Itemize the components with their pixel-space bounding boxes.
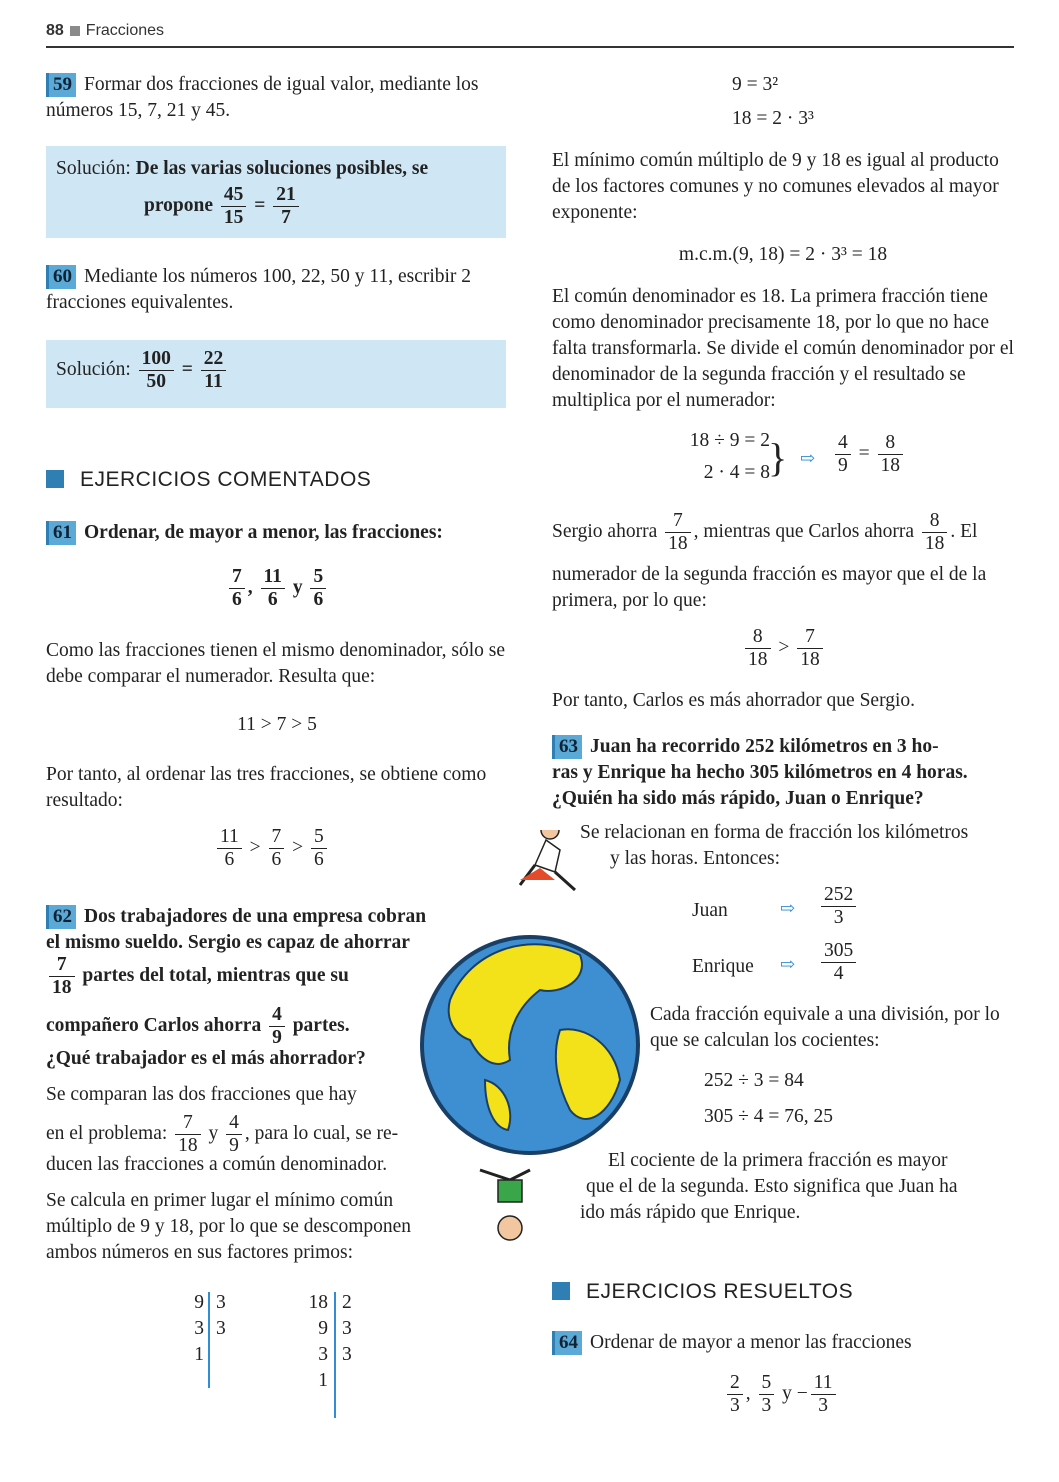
- solution-box-60: [46, 340, 506, 408]
- page-header: [46, 22, 164, 40]
- greater-than: >: [292, 836, 304, 858]
- division-2: 305 ÷ 4 = 76, 25: [704, 1106, 833, 1127]
- runner-figure-inverted: [480, 1170, 530, 1240]
- exercise-62-title: 62 Dos trabajadores de una empresa cobran el mismo sueldo. Sergio es capaz de ahorrar: [46, 906, 427, 953]
- section-square-icon: [552, 1282, 570, 1300]
- ordered-fractions: [214, 826, 330, 871]
- fraction: $\frac{45}{15}$: [221, 184, 247, 229]
- paragraph: y las horas. Entonces:: [610, 848, 781, 869]
- fraction: $\frac{4}{9}$: [269, 1004, 285, 1049]
- inequality: 11 > 7 > 5: [237, 714, 317, 735]
- header-square-icon: [70, 26, 80, 36]
- exercise-number: 64: [552, 1331, 582, 1355]
- solution-propone: propone: [144, 194, 213, 216]
- mcm-formula: m.c.m.(9, 18) = 2 · 3³ = 18: [678, 244, 888, 265]
- exercise-number: 61: [46, 521, 76, 545]
- greater-than: >: [249, 836, 261, 858]
- dec-left-col: 18 9 3 1: [308, 1292, 328, 1391]
- label-juan: Juan: [692, 900, 728, 921]
- arrow-right-icon: ⇨: [780, 954, 796, 974]
- exercise-statement: Mediante los números 100, 22, 50 y 11, escribir 2 fracciones equivalentes.: [46, 266, 472, 313]
- fraction: $\frac{252}{3}$: [821, 884, 856, 929]
- fraction: $\frac{11}{3}$: [811, 1372, 836, 1417]
- paragraph: Se relacionan en forma de fracción los kilómetros: [580, 822, 969, 843]
- paragraph: Cada fracción equivale a una división, por lo que se calculan los cocientes:: [650, 1004, 1000, 1051]
- fraction: $\frac{4}{9}$: [226, 1112, 242, 1157]
- solution-line: [56, 156, 498, 182]
- solution-fractions: [144, 184, 302, 229]
- exercise-62-question: ¿Qué trabajador es el más ahorrador?: [46, 1048, 366, 1069]
- paragraph: El común denominador es 18. La primera fracción tiene como denominador precisamente 18, por lo que no hace falta transformarla. Se divide el común denominador por el denominador de la segunda fracción y el resultado se multiplica por el numerador:: [552, 286, 1014, 411]
- paragraph-with-fractions: en el problema: $\frac{7}{18}$ y $\frac{4}{9}$ , para lo cual, se re-: [46, 1112, 399, 1156]
- solution-label: Solución:: [56, 158, 131, 179]
- dec-right-col: 3 3: [216, 1292, 226, 1339]
- exercise-number: 62: [46, 905, 76, 929]
- paragraph: Como las fracciones tienen el mismo denominador, sólo se debe comparar el numerador. Resulta que:: [46, 640, 505, 687]
- fraction: $\frac{7}{18}$: [797, 626, 823, 671]
- runner-figure: [520, 830, 575, 890]
- fraction-juan: [818, 884, 859, 929]
- solution-text: De las varias soluciones posibles, se: [135, 158, 429, 179]
- conjunction: y: [292, 576, 303, 598]
- calculation-block: 18 ÷ 9 = 2 2 · 4 = 8: [689, 430, 770, 483]
- fraction: $\frac{8}{18}$: [745, 626, 771, 671]
- fraction: $\frac{5}{3}$: [759, 1372, 775, 1417]
- fraction: $\frac{7}{18}$: [49, 954, 75, 999]
- paragraph: ido más rápido que Enrique.: [580, 1202, 801, 1223]
- exercise-62-line3: $\frac{7}{18}$ partes del total, mientras que su: [46, 954, 349, 999]
- solution-label: Solución:: [56, 358, 131, 380]
- equals-sign: =: [181, 358, 193, 380]
- division-line: [208, 1292, 210, 1388]
- fraction: $\frac{21}{7}$: [273, 184, 299, 229]
- exercise-59: [46, 72, 508, 124]
- fraction: $\frac{5}{6}$: [311, 826, 327, 871]
- fraction: $\frac{22}{11}$: [201, 348, 227, 393]
- result-fractions: $\frac{4}{9}$ = $\frac{8}{18}$: [832, 432, 906, 477]
- prime-factor-18: 18 = 2 · 3³: [732, 108, 814, 129]
- paragraph: ducen las fracciones a común denominador.: [46, 1154, 388, 1175]
- brace-icon: }: [768, 435, 788, 480]
- comparison-fractions: $\frac{8}{18}$ > $\frac{7}{18}$: [742, 626, 826, 671]
- exercise-64: [552, 1330, 1014, 1356]
- fraction: $\frac{4}{9}$: [835, 432, 851, 477]
- solution-line: [56, 348, 229, 393]
- paragraph: El mínimo común múltiplo de 9 y 18 es igual al producto de los factores comunes y no comunes elevados al mayor exponente:: [552, 150, 999, 223]
- equals-sign: =: [254, 194, 266, 216]
- fraction: $\frac{7}{6}$: [269, 826, 285, 871]
- section-title: EJERCICIOS RESUELTOS: [552, 1280, 853, 1304]
- fraction: $\frac{7}{6}$: [229, 566, 245, 611]
- fraction: $\frac{7}{18}$: [665, 510, 691, 555]
- exercise-61-title: [46, 520, 508, 546]
- paragraph: Se calcula en primer lugar el mínimo común múltiplo de 9 y 18, por lo que se descomponen ambos números en sus factores primos:: [46, 1190, 412, 1263]
- fraction: $\frac{11}{6}$: [217, 826, 242, 871]
- fraction: $\frac{5}{6}$: [310, 566, 326, 611]
- division-line: [334, 1292, 336, 1418]
- arrow-right-icon: ⇨: [800, 448, 816, 468]
- arrow-right-icon: ⇨: [780, 898, 796, 918]
- division-1: 252 ÷ 3 = 84: [704, 1070, 804, 1091]
- chapter-title: Fracciones: [85, 22, 165, 39]
- paragraph: Por tanto, Carlos es más ahorrador que Sergio.: [552, 690, 916, 711]
- paragraph: Se comparan las dos fracciones que hay: [46, 1084, 357, 1105]
- fraction-enrique: [818, 940, 859, 985]
- fraction: $\frac{8}{18}$: [878, 432, 904, 477]
- sergio-carlos-line: Sergio ahorra $\frac{7}{18}$ , mientras que Carlos ahorra $\frac{8}{18}$ . El: [552, 510, 978, 554]
- paragraph: Por tanto, al ordenar las tres fracciones, se obtiene como resultado:: [46, 764, 487, 811]
- fractions-to-order: $\frac{2}{3}$ , $\frac{5}{3}$ y − $\frac{11}{3}$: [724, 1372, 839, 1417]
- exercise-63-title: 63 Juan ha recorrido 252 kilómetros en 3 ho- ras y Enrique ha hecho 305 kilómetros en 4 horas. ¿Quién ha sido más rápido, Juan o Enrique?: [552, 736, 968, 809]
- fraction: $\frac{7}{18}$: [175, 1112, 201, 1157]
- dec-right-col: 2 3 3: [342, 1292, 352, 1365]
- header-rule: [46, 46, 1014, 48]
- exercise-number: 60: [46, 265, 76, 289]
- paragraph: El cociente de la primera fracción es mayor: [608, 1150, 948, 1171]
- exercise-number: 63: [552, 735, 582, 759]
- paragraph: que el de la segunda. Esto significa que Juan ha: [586, 1176, 958, 1197]
- prime-factor-9: 9 = 3²: [732, 74, 779, 95]
- fraction: $\frac{100}{50}$: [139, 348, 174, 393]
- section-square-icon: [46, 470, 64, 488]
- fraction: $\frac{2}{3}$: [727, 1372, 743, 1417]
- fraction: $\frac{305}{4}$: [821, 940, 856, 985]
- page-number: 88: [46, 22, 64, 39]
- fraction: $\frac{8}{18}$: [922, 510, 948, 555]
- fractions-to-order: $\frac{7}{6}$ , $\frac{11}{6}$ y $\frac{5}{6}$: [226, 566, 329, 611]
- solution-box-59: [46, 146, 506, 238]
- fraction: $\frac{11}{6}$: [261, 566, 285, 611]
- dec-left-col: 9 3 1: [194, 1292, 204, 1365]
- exercise-statement: Ordenar, de mayor a menor, las fracciones:: [84, 522, 443, 543]
- exercise-62-line4: compañero Carlos ahorra $\frac{4}{9}$ partes.: [46, 1004, 350, 1048]
- exercise-statement: Ordenar de mayor a menor las fracciones: [590, 1332, 912, 1353]
- section-title: EJERCICIOS COMENTADOS: [46, 468, 371, 492]
- label-enrique: Enrique: [692, 956, 754, 977]
- exercise-60: [46, 264, 508, 316]
- exercise-statement: Formar dos fracciones de igual valor, mediante los números 15, 7, 21 y 45.: [46, 74, 479, 121]
- exercise-number: 59: [46, 73, 76, 97]
- paragraph: numerador de la segunda fracción es mayor que el de la primera, por lo que:: [552, 564, 987, 611]
